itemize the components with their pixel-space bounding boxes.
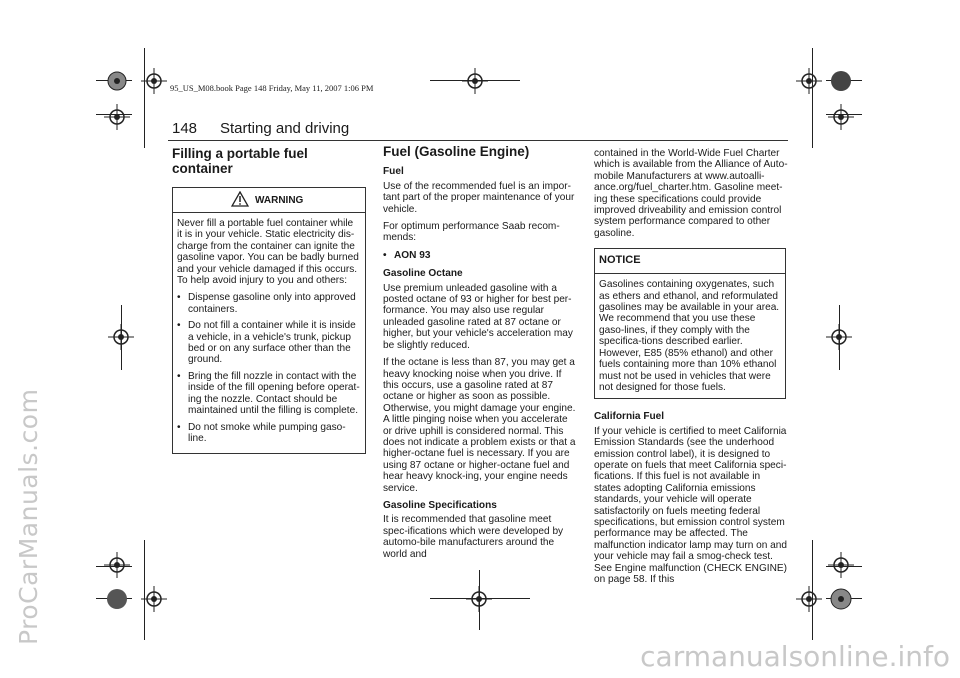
section-heading: Fuel (Gasoline Engine) [383,144,530,159]
paragraph: It is recommended that gasoline meet spec-ifications which were developed by automo-bile manufacturers around the world and [383,514,564,560]
warning-header [173,188,365,213]
warning-list [177,292,361,444]
crosshair-mark-icon [104,104,130,130]
page-title: Starting and driving [220,120,350,137]
warning-intro: Never fill a portable fuel container while it is in your vehicle. Static electricity dis-charge from the container can ignite the gasoline vapor. You can be badly burned and your vehicle damaged if this occurs. To help avoid injury to you and others: [177,218,359,287]
crosshair-mark-icon [141,68,167,94]
crosshair-mark-icon [462,68,488,94]
list-item: • Do not smoke while pumping gaso-line. [177,422,361,445]
solid-mark-icon [828,68,854,94]
warning-body [173,213,365,453]
paragraph: If your vehicle is certified to meet California Emission Standards (see the underhood emission control label), it is designed to operate on fuels that meet California speci-fications. If this fuel is not available in states adopting California emissions standards, your vehicle will operate satisfactorily on fuels meeting federal specifications, but emission control system performance may be affected. The malfunction indicator lamp may turn on and your vehicle may fail a smog-check test. See Engine malfunction (CHECK ENGINE) on page 58. If this [594,425,788,585]
paragraph: For optimum performance Saab recom-mends: [383,221,560,244]
crosshair-mark-icon [104,68,130,94]
crosshair-mark-icon [828,104,854,130]
subheading: Gasoline Specifications [383,499,497,511]
subheading: Gasoline Octane [383,268,463,280]
header-rule [168,140,788,141]
subheading: Fuel [383,166,404,178]
list-item: • Dispense gasoline only into approved containers. [177,292,361,315]
crosshair-mark-icon [141,586,167,612]
solid-mark-icon [104,586,130,612]
list-item: • AON 93 [383,250,577,261]
notice-label: NOTICE [595,249,785,274]
section-heading: Filling a portable fuel container [172,146,308,176]
warning-triangle-icon [231,191,249,207]
paragraph: Use premium unleaded gasoline with a posted octane of 93 or higher for best per-formance. You may also use regular unleaded gasoline rated at 87 octane or higher, but your vehicle's acceleration may be slightly reduced. [383,282,573,351]
column-3 [594,148,788,591]
list-item: • Do not fill a container while it is inside a vehicle, in a vehicle's trunk, pickup bed or on any surface other than the ground. [177,320,361,366]
page-number: 148 [172,120,198,137]
solid-mark-icon [828,586,854,612]
paragraph: Use of the recommended fuel is an impor-tant part of the proper maintenance of your vehicle. [383,180,575,215]
bottom-watermark: carmanualsonline.info [640,640,950,673]
warning-label: WARNING [255,195,304,206]
fuel-list [383,250,577,261]
column-1 [172,146,366,454]
subheading: California Fuel [594,411,665,423]
notice-box [594,248,786,399]
crosshair-mark-icon [828,552,854,578]
print-info: 95_US_M08.book Page 148 Friday, May 11, 2007 1:06 PM [170,83,374,93]
list-item: • Bring the fill nozzle in contact with the inside of the fill opening before operat-ing the nozzle. Contact should be maintained until the filling is complete. [177,371,361,417]
crosshair-mark-icon [796,586,822,612]
crosshair-mark-icon [104,552,130,578]
side-watermark: ProCarManuals.com [14,388,43,645]
column-2 [383,146,577,566]
warning-box [172,187,366,454]
notice-text: Gasolines containing oxygenates, such as ethers and ethanol, and reformulated gasolines may be available in your area. We recommend that you use these gaso-lines, if they comply with the specifica-tions described earlier. However, E85 (85% ethanol) and other fuels containing more than 10% ethanol must not be used in vehicles that were not designed for those fuels. [599,279,780,393]
paragraph: If the octane is less than 87, you may get a heavy knocking noise when you drive. If this occurs, use a gasoline rated at 87 octane or higher as soon as possible. Otherwise, you might damage your engine. A little pinging noise when you accelerate or drive uphill is considered normal. This does not indicate a problem exists or that a higher-octane fuel is necessary. If you are using 87 octane or higher-octane fuel and hear heavy knock-ing, your engine needs service. [383,357,576,494]
paragraph: contained in the World-Wide Fuel Charter which is available from the Alliance of Auto-mobile Manufacturers at www.autoalli-ance.org/fuel_charter.htm. Gasoline meet-ing these specifications could provide improved driveability and emission control system performance compared to other gasoline. [594,148,788,239]
crosshair-mark-icon [796,68,822,94]
